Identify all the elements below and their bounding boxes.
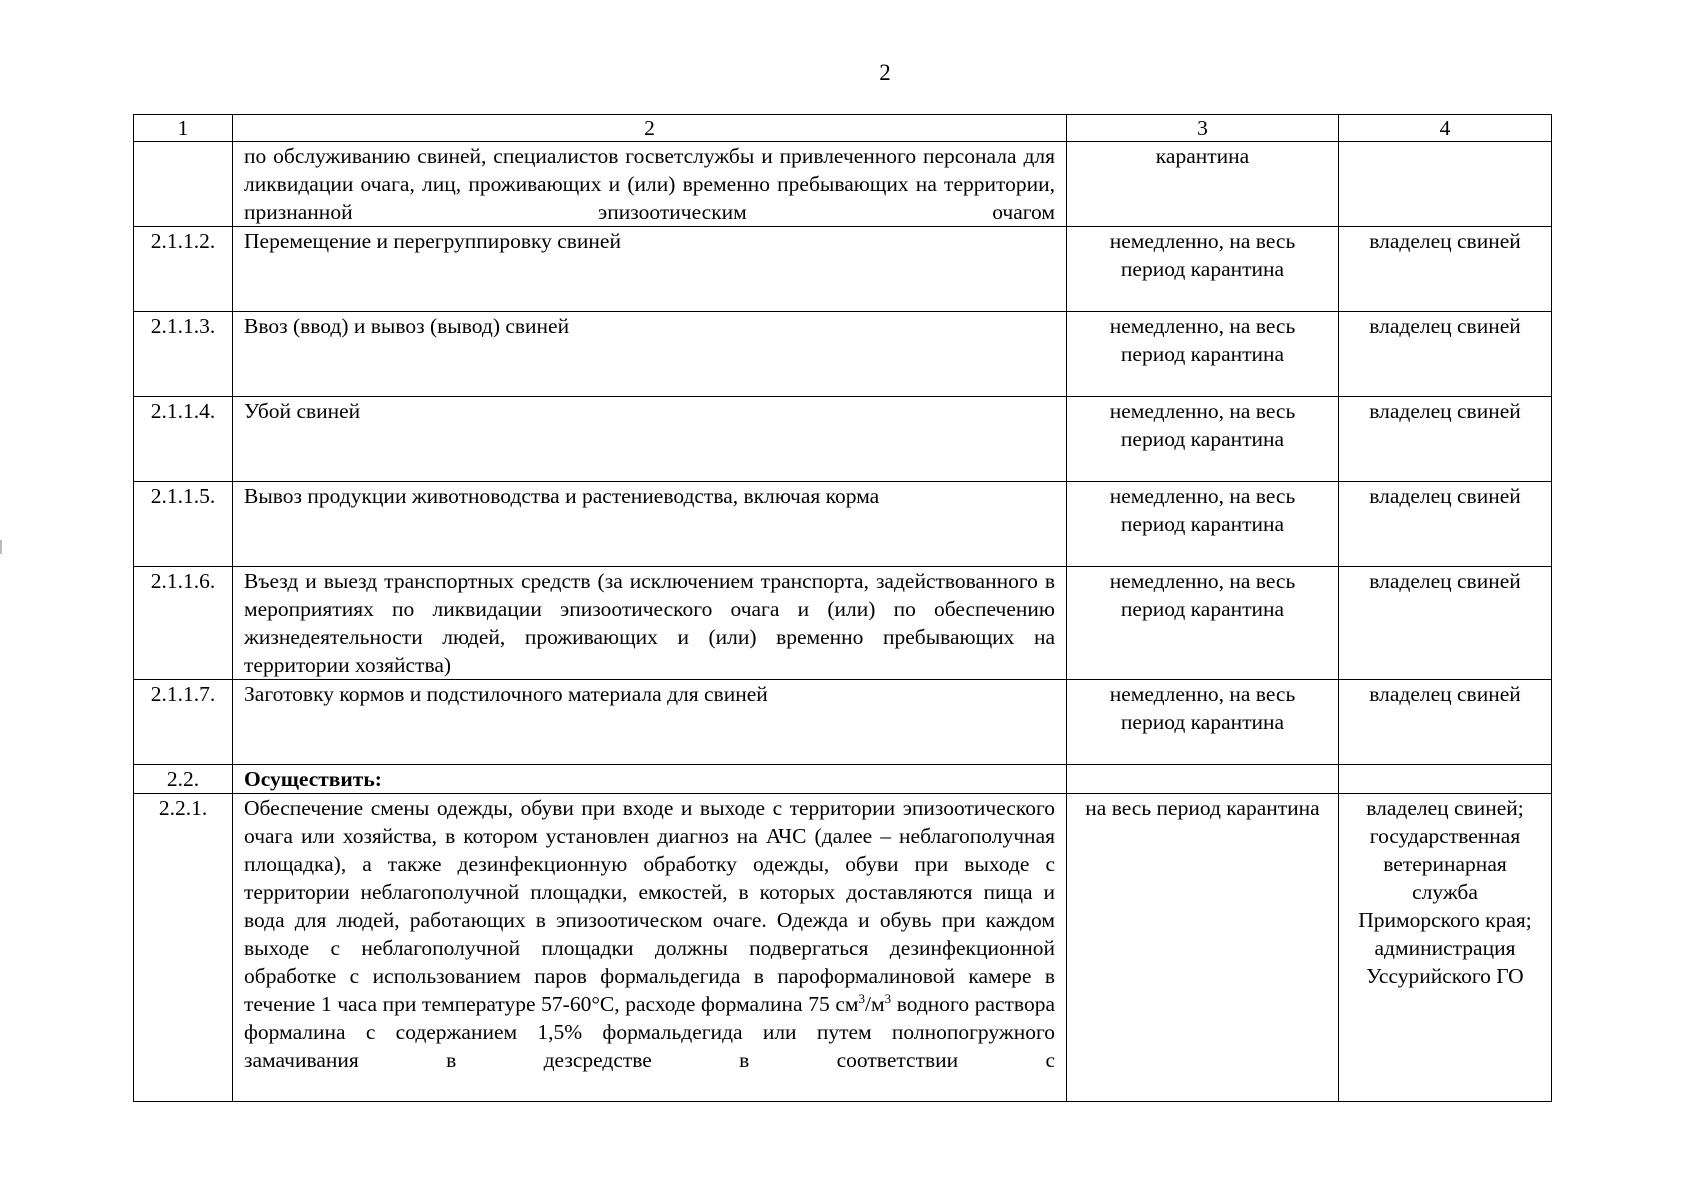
measure-text-part-2: водного раствора формалина с содержанием 1,5% формальдегида или путем полнопогружного замачивания в дезсредстве в соответствии с bbox=[244, 992, 1055, 1072]
superscript: 3 bbox=[858, 990, 865, 1006]
table-row bbox=[134, 312, 1552, 397]
row-number: 2.2. bbox=[134, 765, 233, 794]
scan-artifact-mark bbox=[0, 540, 2, 554]
term-text: карантина bbox=[1067, 142, 1339, 227]
row-number: 2.2.1. bbox=[134, 794, 233, 1102]
table-row bbox=[134, 482, 1552, 567]
responsible-text: владелец свиней bbox=[1339, 397, 1552, 482]
table-header-row bbox=[134, 115, 1552, 142]
header-col-3: 3 bbox=[1067, 115, 1339, 142]
section-heading-text: Осуществить: bbox=[244, 767, 382, 791]
measure-text: Въезд и выезд транспортных средств (за исключением транспорта, задействованного в мероприятиях по ликвидации эпизоотического очага и (или) по обеспечению жизнедеятельности людей, проживающих и (или) временно пребывающих на территории хозяйства) bbox=[233, 567, 1067, 680]
page-number: 2 bbox=[879, 60, 891, 85]
responsible-text: владелец свиней bbox=[1339, 227, 1552, 312]
superscript: 3 bbox=[884, 990, 892, 1006]
term-text: немедленно, на весь период карантина bbox=[1067, 567, 1339, 680]
responsible-text: владелец свиней bbox=[1339, 680, 1552, 765]
section-row bbox=[134, 765, 1552, 794]
responsible-text: владелец свиней bbox=[1339, 567, 1552, 680]
responsible-text: владелец свиней bbox=[1339, 312, 1552, 397]
measure-text: Перемещение и перегруппировку свиней bbox=[233, 227, 1067, 312]
term-text: на весь период карантина bbox=[1067, 794, 1339, 1102]
measure-text-part-1: Обеспечение смены одежды, обуви при входе и выходе с территории эпизоотического очага или хозяйства, в котором установлен диагноз на АЧС (далее – неблагополучная площадка), а также дезинфекционную обработку одежды, обуви при выходе с территории неблагополучной площадки, емкостей, в которых доставляются пища и вода для людей, работающих в эпизоотическом очаге. Одежда и обувь при каждом выходе с неблагополучной площадки должны подвергаться дезинфекционной обработке с использованием паров формальдегида в пароформалиновой камере в течение 1 часа при температуре 57-60°С, расходе формалина 75 см bbox=[244, 796, 1055, 1016]
row-number: 2.1.1.3. bbox=[134, 312, 233, 397]
table-row bbox=[134, 142, 1552, 227]
term-text: немедленно, на весь период карантина bbox=[1067, 312, 1339, 397]
section-heading bbox=[233, 765, 1067, 794]
row-number bbox=[134, 142, 233, 227]
table-row bbox=[134, 567, 1552, 680]
measure-text: Заготовку кормов и подстилочного материала для свиней bbox=[233, 680, 1067, 765]
term-text: немедленно, на весь период карантина bbox=[1067, 482, 1339, 567]
term-text: немедленно, на весь период карантина bbox=[1067, 227, 1339, 312]
header-col-4: 4 bbox=[1339, 115, 1552, 142]
table-row bbox=[134, 680, 1552, 765]
term-text bbox=[1067, 765, 1339, 794]
responsible-text bbox=[1339, 765, 1552, 794]
measure-text: Ввоз (ввод) и вывоз (вывод) свиней bbox=[233, 312, 1067, 397]
unit-slash: /м bbox=[864, 992, 885, 1016]
row-number: 2.1.1.7. bbox=[134, 680, 233, 765]
term-text: немедленно, на весь период карантина bbox=[1067, 397, 1339, 482]
header-col-2: 2 bbox=[233, 115, 1067, 142]
table-row bbox=[134, 397, 1552, 482]
measure-text bbox=[233, 142, 1067, 227]
measure-text bbox=[233, 794, 1067, 1102]
measure-text: Вывоз продукции животноводства и растениеводства, включая корма bbox=[233, 482, 1067, 567]
responsible-text: владелец свиней; государственная ветеринарная служба Приморского края; администрация Уссурийского ГО bbox=[1339, 794, 1552, 1102]
measures-table bbox=[133, 114, 1552, 1102]
row-number: 2.1.1.4. bbox=[134, 397, 233, 482]
term-text: немедленно, на весь период карантина bbox=[1067, 680, 1339, 765]
table-row bbox=[134, 227, 1552, 312]
responsible-text bbox=[1339, 142, 1552, 227]
measure-text-content: по обслуживанию свиней, специалистов госветслужбы и привлеченного персонала для ликвидации очага, лиц, проживающих и (или) временно пребывающих на территории, признанной эпизоотическим очагом bbox=[244, 144, 1055, 224]
row-number: 2.1.1.2. bbox=[134, 227, 233, 312]
row-number: 2.1.1.5. bbox=[134, 482, 233, 567]
responsible-text: владелец свиней bbox=[1339, 482, 1552, 567]
header-col-1: 1 bbox=[134, 115, 233, 142]
measure-text: Убой свиней bbox=[233, 397, 1067, 482]
table-row bbox=[134, 794, 1552, 1102]
row-number: 2.1.1.6. bbox=[134, 567, 233, 680]
